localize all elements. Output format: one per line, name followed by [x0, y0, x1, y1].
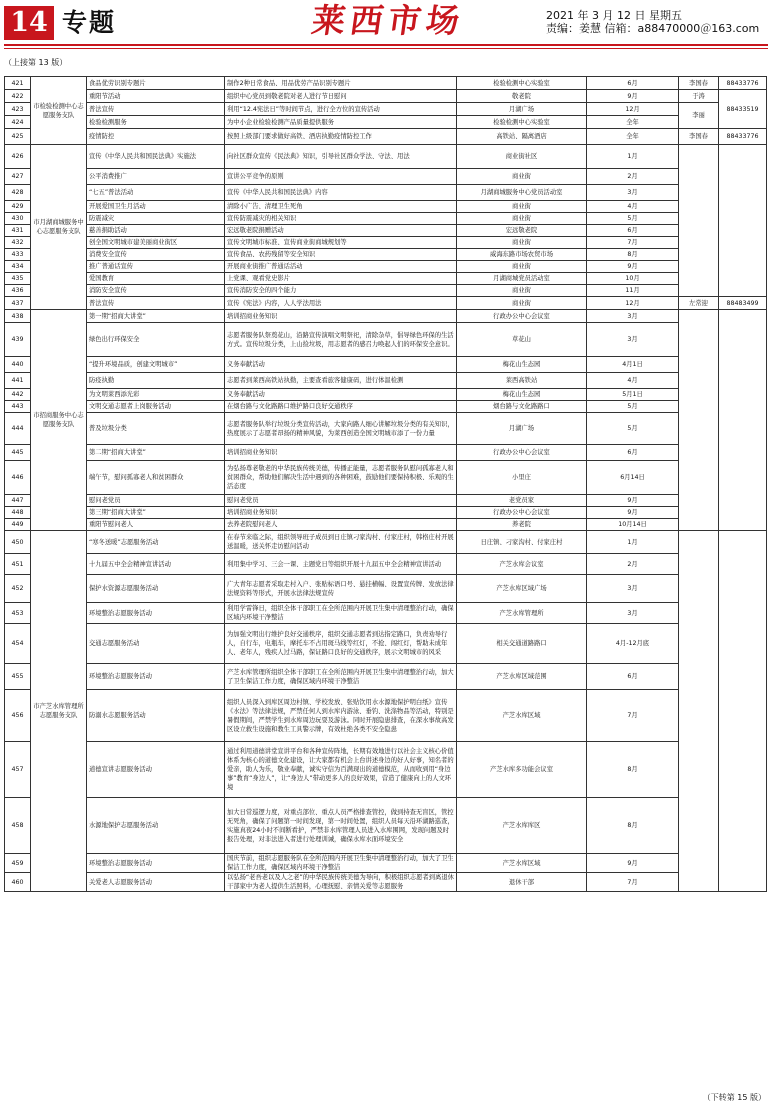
activity-content: 通过利用道德讲堂宣讲平台和各种宣传阵地，长期有效地进行以社会主义核心价值体系为核心的道德文化建设，让大家都有机会上台讲述身边的好人好事，知名者的爱亲，助人为乐，敬业奉献，诚实守信为百满现出的道德模范，从而收到用“身边事”教育“身边人”，让“身边人”带动更多人的良好效果，营造了健康向上的人文环境: [225, 742, 457, 798]
activity-place: 老党员家: [457, 495, 587, 507]
activity-place: 小里庄: [457, 461, 587, 495]
contact-person: [679, 310, 719, 531]
activity-name: 开展爱国卫生月活动: [87, 201, 225, 213]
row-number: 428: [5, 185, 31, 201]
row-number: 444: [5, 413, 31, 445]
activity-content: 志愿者服务队祭奠花山，沿路宣传演唱文明祭祀，清除杂草，倡导绿色环保的生活方式。宣传垃圾分类，上山捡垃圾，用志愿者的感召力唤起人们的环保安全意识。: [225, 323, 457, 357]
activity-time: 5月: [587, 413, 679, 445]
activity-name: “寒冬送暖”志愿服务活动: [87, 531, 225, 554]
activity-content: 清除小广告、清理卫生死角: [225, 201, 457, 213]
table-row: [5, 237, 767, 249]
activity-content: 组织人员深入到库区周边村镇、学校发放、张贴饮用水水源地保护明白纸》宣传《水法》等法律法规，严禁任何人到水库内游泳、垂钓、洗涤物品等活动，特别是暑假期间，严禁学生到水库周边玩耍及游泳。同时开展隐患排查，在深水事故高发区设立救生设施和教生工具警示牌，有效杜绝各类不安全隐患: [225, 690, 457, 742]
activity-name: 交通志愿服务活动: [87, 624, 225, 664]
row-number: 443: [5, 401, 31, 413]
activity-place: 草花山: [457, 323, 587, 357]
activity-name: 爱国教育: [87, 273, 225, 285]
activity-name: 慈善捐助活动: [87, 225, 225, 237]
activity-content: 为加强文明出行维护良好交通秩序，组织交通志愿者到达指定路口，负责劝导行人，自行车，电瓶车，摩托车不占用斑马线等红灯，不抢、闯红灯，帮助未成年人、老年人，残疾人过马路，保证路口良好的交通秩序，展示文明城市的风采: [225, 624, 457, 664]
activity-content: 去养老院慰问老人: [225, 519, 457, 531]
activity-place: 产芝水库区域范围: [457, 664, 587, 690]
row-number: 430: [5, 213, 31, 225]
activity-time: 3月: [587, 603, 679, 624]
contact-phone: 88433776: [719, 129, 767, 145]
header-rule: [4, 44, 768, 46]
activity-time: 9月: [587, 507, 679, 519]
activity-time: 3月: [587, 323, 679, 357]
activity-name: 保护水资源志愿服务活动: [87, 575, 225, 603]
table-row: [5, 519, 767, 531]
page-header: [0, 0, 772, 44]
activity-time: 8月: [587, 742, 679, 798]
activity-place: 月湖广场: [457, 413, 587, 445]
activity-name: 水源地保护志愿服务活动: [87, 798, 225, 854]
row-number: 422: [5, 90, 31, 103]
activity-place: 检验检测中心实验室: [457, 77, 587, 90]
newspaper-masthead: 莱西市场: [309, 1, 467, 40]
activity-time: 4月1日: [587, 357, 679, 373]
activity-place: 烟台路与文化路路口: [457, 401, 587, 413]
activity-name: 关爱老人志愿服务活动: [87, 873, 225, 892]
activity-place: 月湖商城服务中心党员活动室: [457, 185, 587, 201]
table-row: [5, 413, 767, 445]
activity-place: 产芝水库多功能会议室: [457, 742, 587, 798]
activity-content: 宣传文明城市标准、宣传商业街商城规划等: [225, 237, 457, 249]
table-row: [5, 90, 767, 103]
activity-time: 8月: [587, 249, 679, 261]
activity-place: 梅花山生态园: [457, 389, 587, 401]
row-number: 450: [5, 531, 31, 554]
table-row: [5, 145, 767, 169]
activity-content: 志愿者服务队举行垃圾分类宣传活动，大家向路人细心讲解垃圾分类的有关知识，热度展示了志愿者昂扬的精神风貌，为莱西创造全国文明城市添了一份力量: [225, 413, 457, 445]
activity-name: 公平消费推广: [87, 169, 225, 185]
table-row: [5, 116, 767, 129]
activity-content: 培训招商业务知识: [225, 310, 457, 323]
activity-name: 普及垃圾分类: [87, 413, 225, 445]
row-number: 434: [5, 261, 31, 273]
activity-time: 7月: [587, 873, 679, 892]
activity-time: 1月: [587, 531, 679, 554]
activity-name: 检验检测服务: [87, 116, 225, 129]
activity-place: 相关交通道路路口: [457, 624, 587, 664]
row-number: 459: [5, 854, 31, 873]
activity-name: “提升环境品质，创建文明城市”: [87, 357, 225, 373]
table-row: [5, 401, 767, 413]
table-row: [5, 225, 767, 237]
row-number: 421: [5, 77, 31, 90]
activity-content: 宣讲公平竞争的原则: [225, 169, 457, 185]
row-number: 435: [5, 273, 31, 285]
table-row: [5, 742, 767, 798]
table-row: [5, 389, 767, 401]
table-row: [5, 690, 767, 742]
continued-from-note: （上接第 13 版）: [4, 58, 68, 67]
activity-place: 检验检测中心实验室: [457, 116, 587, 129]
activity-place: 商业街: [457, 261, 587, 273]
activity-content: 义务奉献活动: [225, 389, 457, 401]
activity-time: 全年: [587, 116, 679, 129]
row-number: 455: [5, 664, 31, 690]
contact-phone: [719, 531, 767, 892]
activity-name: 重阳节慰问老人: [87, 519, 225, 531]
activity-time: 6月: [587, 225, 679, 237]
activity-place: 日庄镇、刁家沟村、付家庄村: [457, 531, 587, 554]
organization-cell: 市月湖商城服务中心志愿服务支队: [31, 145, 87, 310]
row-number: 440: [5, 357, 31, 373]
activity-name: 十九届五中全会精神宣讲活动: [87, 554, 225, 575]
table-row: [5, 445, 767, 461]
activity-content: 广大青年志愿者采取走村入户、张贴标语口号、悬挂横幅、设置宣传牌、发放法律法规资料等形式，开展水法律法规宣传: [225, 575, 457, 603]
activity-content: 为中小企业检验检测产品质量提供服务: [225, 116, 457, 129]
table-row: [5, 77, 767, 90]
table-row: [5, 554, 767, 575]
table-row: [5, 201, 767, 213]
activity-time: 3月: [587, 575, 679, 603]
table-row: [5, 273, 767, 285]
activity-name: 慰问老党员: [87, 495, 225, 507]
row-number: 426: [5, 145, 31, 169]
activity-place: 商业街: [457, 237, 587, 249]
activity-content: 义务奉献活动: [225, 357, 457, 373]
row-number: 439: [5, 323, 31, 357]
activity-time: 9月: [587, 90, 679, 103]
activity-name: 端午节，慰问孤寡老人和贫困群众: [87, 461, 225, 495]
activity-content: 宣传防震减灾的相关知识: [225, 213, 457, 225]
activity-place: 威海东路市场农贸市场: [457, 249, 587, 261]
activity-place: 商业街: [457, 297, 587, 310]
row-number: 456: [5, 690, 31, 742]
activity-time: 7月: [587, 690, 679, 742]
activity-place: 宏远敬老院: [457, 225, 587, 237]
activity-name: 消防安全宣传: [87, 285, 225, 297]
organization-cell: 市检验检测中心志愿服务支队: [31, 77, 87, 145]
activity-time: 9月: [587, 261, 679, 273]
contact-person: 李国春: [679, 77, 719, 90]
activity-time: 10月: [587, 273, 679, 285]
section-title: 专题: [62, 8, 117, 37]
activity-content: 组织中心党员到敬老院对老人进行节日慰问: [225, 90, 457, 103]
activity-time: 4月: [587, 201, 679, 213]
activity-place: 养老院: [457, 519, 587, 531]
activity-time: 3月: [587, 185, 679, 201]
activity-content: 制作2种日常食品、用品优劳产品识别专题片: [225, 77, 457, 90]
row-number: 453: [5, 603, 31, 624]
contact-person: 于涛: [679, 90, 719, 103]
table-row: [5, 624, 767, 664]
activity-time: 12月: [587, 297, 679, 310]
activity-name: 普法宣传: [87, 297, 225, 310]
row-number: 425: [5, 129, 31, 145]
issue-info: [546, 9, 759, 35]
row-number: 432: [5, 237, 31, 249]
activity-place: 月湖商城党员活动室: [457, 273, 587, 285]
row-number: 448: [5, 507, 31, 519]
activity-time: 5月1日: [587, 389, 679, 401]
activity-place: 商业街: [457, 213, 587, 225]
activity-content: 宣传食品、农药残留等安全知识: [225, 249, 457, 261]
activity-place: 莱西高铁站: [457, 373, 587, 389]
organization-cell: 市产芝水库管理所志愿服务支队: [31, 531, 87, 892]
volunteer-activity-table: [4, 76, 767, 892]
activity-place: 商业街: [457, 201, 587, 213]
activity-name: 防溺水志愿服务活动: [87, 690, 225, 742]
table-row: [5, 213, 767, 225]
activity-content: 志愿者到莱西高铁站执勤，主要查看旅客健康码，进行体温检测: [225, 373, 457, 389]
activity-name: 环境整治志愿服务活动: [87, 854, 225, 873]
row-number: 457: [5, 742, 31, 798]
table-row: [5, 261, 767, 273]
activity-place: 产芝水库区域: [457, 854, 587, 873]
activity-content: 培训招商业务知识: [225, 445, 457, 461]
table-row: [5, 798, 767, 854]
table-row: [5, 249, 767, 261]
table-row: [5, 129, 767, 145]
row-number: 445: [5, 445, 31, 461]
activity-content: 向社区群众宣传《民法典》知识，引导社区群众学法、守法、用法: [225, 145, 457, 169]
activity-place: 产芝水库区域: [457, 690, 587, 742]
activity-content: 以弘扬“老吾老以及人之老”的中华民族传统美德为导向，积极组织志愿者到离退休干部家中为老人提供生活照料，心理抚慰、亲情关爱等志愿服务: [225, 873, 457, 892]
row-number: 433: [5, 249, 31, 261]
activity-place: 高铁站、隔离酒店: [457, 129, 587, 145]
contact-phone: [719, 145, 767, 297]
table-row: [5, 461, 767, 495]
activity-place: 退休干部: [457, 873, 587, 892]
activity-time: 3月: [587, 310, 679, 323]
contact-person: 李国春: [679, 129, 719, 145]
activity-name: 疫情防控: [87, 129, 225, 145]
table-row: [5, 507, 767, 519]
row-number: 438: [5, 310, 31, 323]
activity-time: 全年: [587, 129, 679, 145]
activity-time: 6月14日: [587, 461, 679, 495]
activity-content: 开展商业街推广普通话活动: [225, 261, 457, 273]
row-number: 460: [5, 873, 31, 892]
activity-time: 4月: [587, 373, 679, 389]
activity-name: 普法宣传: [87, 103, 225, 116]
activity-place: 产芝水库管理所: [457, 603, 587, 624]
activity-time: 7月: [587, 237, 679, 249]
activity-time: 11月: [587, 285, 679, 297]
table-row: [5, 310, 767, 323]
activity-content: 加大日常巡逻力度，对重点部位、重点人员严格排查管控，做到持查无盲区，管控无死角，确保了问题第一时间发现，第一时间处置，组织人员每天沿环湖路巡查，实施真夜24小时不间断看护，严禁非水库管理人员进入水库围网，发现问题及时报告处理，对非法进入者进行处理训诫，确保水库水面环境安全: [225, 798, 457, 854]
activity-time: 5月: [587, 401, 679, 413]
activity-content: 产芝水库管理所组织全体干部职工在全所范围内开展卫生集中清理整治行动，加大了卫生保洁工作力度，确保区域内环境干净整洁: [225, 664, 457, 690]
activity-place: 商业街: [457, 169, 587, 185]
activity-name: 环境整治志愿服务活动: [87, 603, 225, 624]
activity-time: 9月: [587, 854, 679, 873]
activity-place: 月湖广场: [457, 103, 587, 116]
activity-name: 创全国文明城市建美丽商业街区: [87, 237, 225, 249]
activity-place: 产芝水库区域广场: [457, 575, 587, 603]
activity-name: 食品优劳识别专题片: [87, 77, 225, 90]
activity-name: 推广普通话宣传: [87, 261, 225, 273]
organization-cell: 市招商服务中心志愿服务支队: [31, 310, 87, 531]
activity-content: 上党课、观看党史影片: [225, 273, 457, 285]
activity-content: 宣传《宪法》内容，人人学法用法: [225, 297, 457, 310]
activity-name: 宣传《中华人民共和国民法典》实施法: [87, 145, 225, 169]
activity-name: 环境整治志愿服务活动: [87, 664, 225, 690]
activity-content: 按照上级部门要求做好高铁、酒店执勤疫情防控工作: [225, 129, 457, 145]
row-number: 447: [5, 495, 31, 507]
activity-content: 宣传消防安全的四个能力: [225, 285, 457, 297]
activity-content: 为弘扬尊老敬老的中华民族传统美德，传播正能量，志愿者服务队慰问孤寡老人和贫困群众，帮助他们解决生活中遇到的各种困难，鼓励他们要保持积极、乐观的生活态度: [225, 461, 457, 495]
table-row: [5, 357, 767, 373]
table-row: [5, 185, 767, 201]
table-row: [5, 603, 767, 624]
activity-content: 宣传《中华人民共和国民法典》内容: [225, 185, 457, 201]
activity-time: 4月-12月底: [587, 624, 679, 664]
activity-place: 行政办公中心会议室: [457, 445, 587, 461]
table-row: [5, 531, 767, 554]
activity-name: 为文明莱西添光彩: [87, 389, 225, 401]
contact-person: 左常迎: [679, 297, 719, 310]
row-number: 449: [5, 519, 31, 531]
table-row: [5, 495, 767, 507]
activity-content: 国庆节前，组织志愿服务队在全所范围内开展卫生集中清理整治行动，加大了卫生保洁工作力度，确保区域内环境干净整洁: [225, 854, 457, 873]
activity-content: 利用学雷锋日，组织全体干部职工在全所范围内开展卫生集中清理整治行动，确保区域内环境干净整洁: [225, 603, 457, 624]
row-number: 454: [5, 624, 31, 664]
activity-name: “七五”普法活动: [87, 185, 225, 201]
activity-content: 利用“12.4宪法日”等时间节点，进行全方位的宣传活动: [225, 103, 457, 116]
row-number: 429: [5, 201, 31, 213]
contact-person: [679, 145, 719, 297]
table-row: [5, 373, 767, 389]
activity-place: 敬老院: [457, 90, 587, 103]
table-row: [5, 285, 767, 297]
row-number: 437: [5, 297, 31, 310]
contact-phone: [719, 310, 767, 531]
activity-name: 文明交通志愿者上岗服务活动: [87, 401, 225, 413]
editor-line: 责编：姜慧 信箱：a88470000＠163.com: [546, 22, 760, 35]
activity-name: 防疫执勤: [87, 373, 225, 389]
header-rule-thin: [4, 48, 768, 49]
table-row: [5, 297, 767, 310]
page-number-badge: 14: [4, 6, 54, 40]
activity-time: 6月: [587, 445, 679, 461]
row-number: 423: [5, 103, 31, 116]
activity-place: 行政办公中心会议室: [457, 310, 587, 323]
activity-time: 8月: [587, 798, 679, 854]
contact-phone: 88433776: [719, 77, 767, 90]
activity-place: 产芝水库库区: [457, 798, 587, 854]
row-number: 458: [5, 798, 31, 854]
row-number: 431: [5, 225, 31, 237]
table-body: [5, 77, 767, 892]
activity-content: 利用集中学习、三会一课、主题党日等组织开展十九届五中全会精神宣讲活动: [225, 554, 457, 575]
activity-name: 道德宣讲志愿服务活动: [87, 742, 225, 798]
row-number: 427: [5, 169, 31, 185]
table-row: [5, 323, 767, 357]
activity-content: 培训招商业务知识: [225, 507, 457, 519]
row-number: 436: [5, 285, 31, 297]
activity-time: 6月: [587, 664, 679, 690]
continued-to-note: （下转第 15 版）: [702, 1093, 766, 1102]
table-row: [5, 575, 767, 603]
activity-place: 商业街社区: [457, 145, 587, 169]
contact-phone: 88483499: [719, 297, 767, 310]
activity-place: 商业街: [457, 285, 587, 297]
row-number: 442: [5, 389, 31, 401]
activity-name: 防震减灾: [87, 213, 225, 225]
row-number: 441: [5, 373, 31, 389]
row-number: 446: [5, 461, 31, 495]
activity-name: 第二期“招商大讲堂”: [87, 445, 225, 461]
activity-name: 重阳节活动: [87, 90, 225, 103]
activity-name: 第一期“招商大讲堂”: [87, 310, 225, 323]
activity-content: 在烟台路与文化路路口维护路口良好交通秩序: [225, 401, 457, 413]
activity-time: 5月: [587, 213, 679, 225]
row-number: 452: [5, 575, 31, 603]
activity-name: 第三期“招商大讲堂”: [87, 507, 225, 519]
contact-person: [679, 531, 719, 892]
issue-date: 2021 年 3 月 12 日 星期五: [546, 9, 682, 22]
table-row: [5, 854, 767, 873]
activity-name: 消费安全宣传: [87, 249, 225, 261]
contact-person: 李丽: [679, 103, 719, 129]
table-row: [5, 664, 767, 690]
activity-content: 在春节来临之际，组织领导班子成员到日庄镇刁家沟村、付家庄村，韩格庄村开展送温暖，送关怀走访慰问活动: [225, 531, 457, 554]
table-row: [5, 103, 767, 116]
activity-time: 12月: [587, 103, 679, 116]
activity-time: 10月14日: [587, 519, 679, 531]
row-number: 451: [5, 554, 31, 575]
activity-time: 9月: [587, 495, 679, 507]
activity-content: 慰问老党员: [225, 495, 457, 507]
activity-time: 2月: [587, 169, 679, 185]
activity-time: 1月: [587, 145, 679, 169]
contact-phone: 88433519: [719, 90, 767, 129]
activity-content: 宏远敬老院捐赠活动: [225, 225, 457, 237]
row-number: 424: [5, 116, 31, 129]
table-row: [5, 873, 767, 892]
activity-place: 产芝水库会议室: [457, 554, 587, 575]
activity-place: 梅花山生态园: [457, 357, 587, 373]
activity-time: 2月: [587, 554, 679, 575]
table-row: [5, 169, 767, 185]
activity-name: 绿色出行环保安全: [87, 323, 225, 357]
activity-time: 6月: [587, 77, 679, 90]
activity-place: 行政办公中心会议室: [457, 507, 587, 519]
